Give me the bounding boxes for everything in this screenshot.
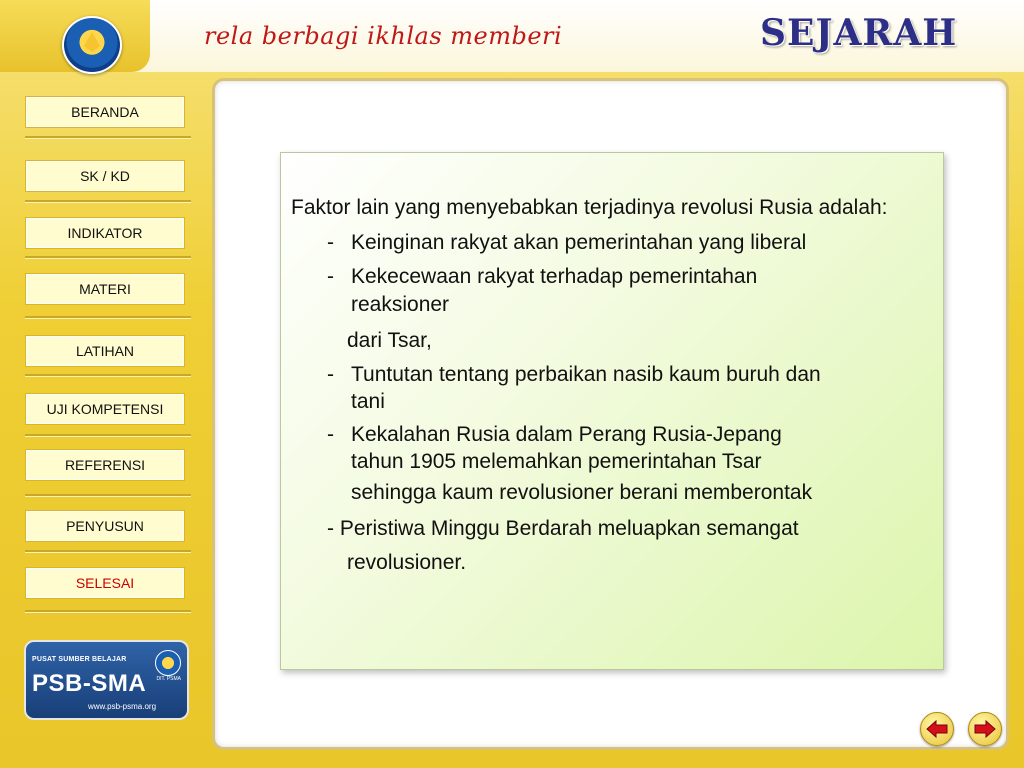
sidebar-item-penyusun[interactable]: PENYUSUN — [25, 510, 185, 542]
bullet-4: - Kekalahan Rusia dalam Perang Rusia-Jepang — [327, 422, 782, 446]
bullet-4-cont: tahun 1905 melemahkan pemerintahan Tsar — [351, 450, 762, 474]
divider — [25, 550, 191, 553]
divider — [25, 434, 191, 437]
psb-sma-logo[interactable] — [24, 640, 189, 720]
bullet-2-cont2: dari Tsar, — [347, 329, 432, 353]
header — [0, 0, 1024, 72]
psb-title: PSB-SMA — [32, 670, 147, 697]
divider — [25, 136, 191, 139]
psma-emblem-icon — [155, 650, 181, 676]
tut-wuri-logo — [62, 16, 122, 74]
arrow-right-icon — [974, 720, 996, 738]
sidebar-item-materi[interactable]: MATERI — [25, 273, 185, 305]
bullet-5-cont: revolusioner. — [347, 550, 467, 574]
sidebar-item-indikator[interactable]: INDIKATOR — [25, 217, 185, 249]
bullet-4-cont2: sehingga kaum revolusioner berani memberontak — [351, 480, 813, 504]
bullet-3-cont: tani — [351, 390, 385, 414]
sidebar-item-sk-kd[interactable]: SK / KD — [25, 160, 185, 192]
divider — [25, 200, 191, 203]
content-card — [280, 152, 944, 670]
sidebar-item-beranda[interactable]: BERANDA — [25, 96, 185, 128]
next-button[interactable] — [968, 712, 1002, 746]
psb-dir-label: DIT. PSMA — [156, 676, 181, 682]
bullet-1: - Keinginan rakyat akan pemerintahan yang liberal — [327, 231, 807, 255]
divider — [25, 374, 191, 377]
sidebar-item-selesai[interactable]: SELESAI — [25, 567, 185, 599]
divider — [25, 256, 191, 259]
intro-text: Faktor lain yang menyebabkan terjadinya revolusi Rusia adalah: — [291, 196, 888, 219]
bullet-2: - Kekecewaan rakyat terhadap pemerintahan — [327, 264, 758, 288]
bullet-2-cont: reaksioner — [351, 292, 450, 316]
sidebar-item-latihan[interactable]: LATIHAN — [25, 335, 185, 367]
divider — [25, 316, 191, 319]
bullet-3: - Tuntutan tentang perbaikan nasib kaum buruh dan — [327, 362, 821, 386]
tagline: rela berbagi ikhlas memberi — [204, 22, 563, 50]
bullet-5: - Peristiwa Minggu Berdarah meluapkan semangat — [327, 517, 799, 541]
divider — [25, 494, 191, 497]
psb-subtitle: PUSAT SUMBER BELAJAR — [32, 656, 127, 663]
prev-button[interactable] — [920, 712, 954, 746]
content-text — [291, 193, 941, 579]
sidebar-item-referensi[interactable]: REFERENSI — [25, 449, 185, 481]
page-title: SEJARAH — [760, 12, 958, 54]
divider — [25, 610, 191, 613]
sidebar-item-uji-kompetensi[interactable]: UJI KOMPETENSI — [25, 393, 185, 425]
arrow-left-icon — [926, 720, 948, 738]
psb-url: www.psb-psma.org — [88, 702, 157, 711]
